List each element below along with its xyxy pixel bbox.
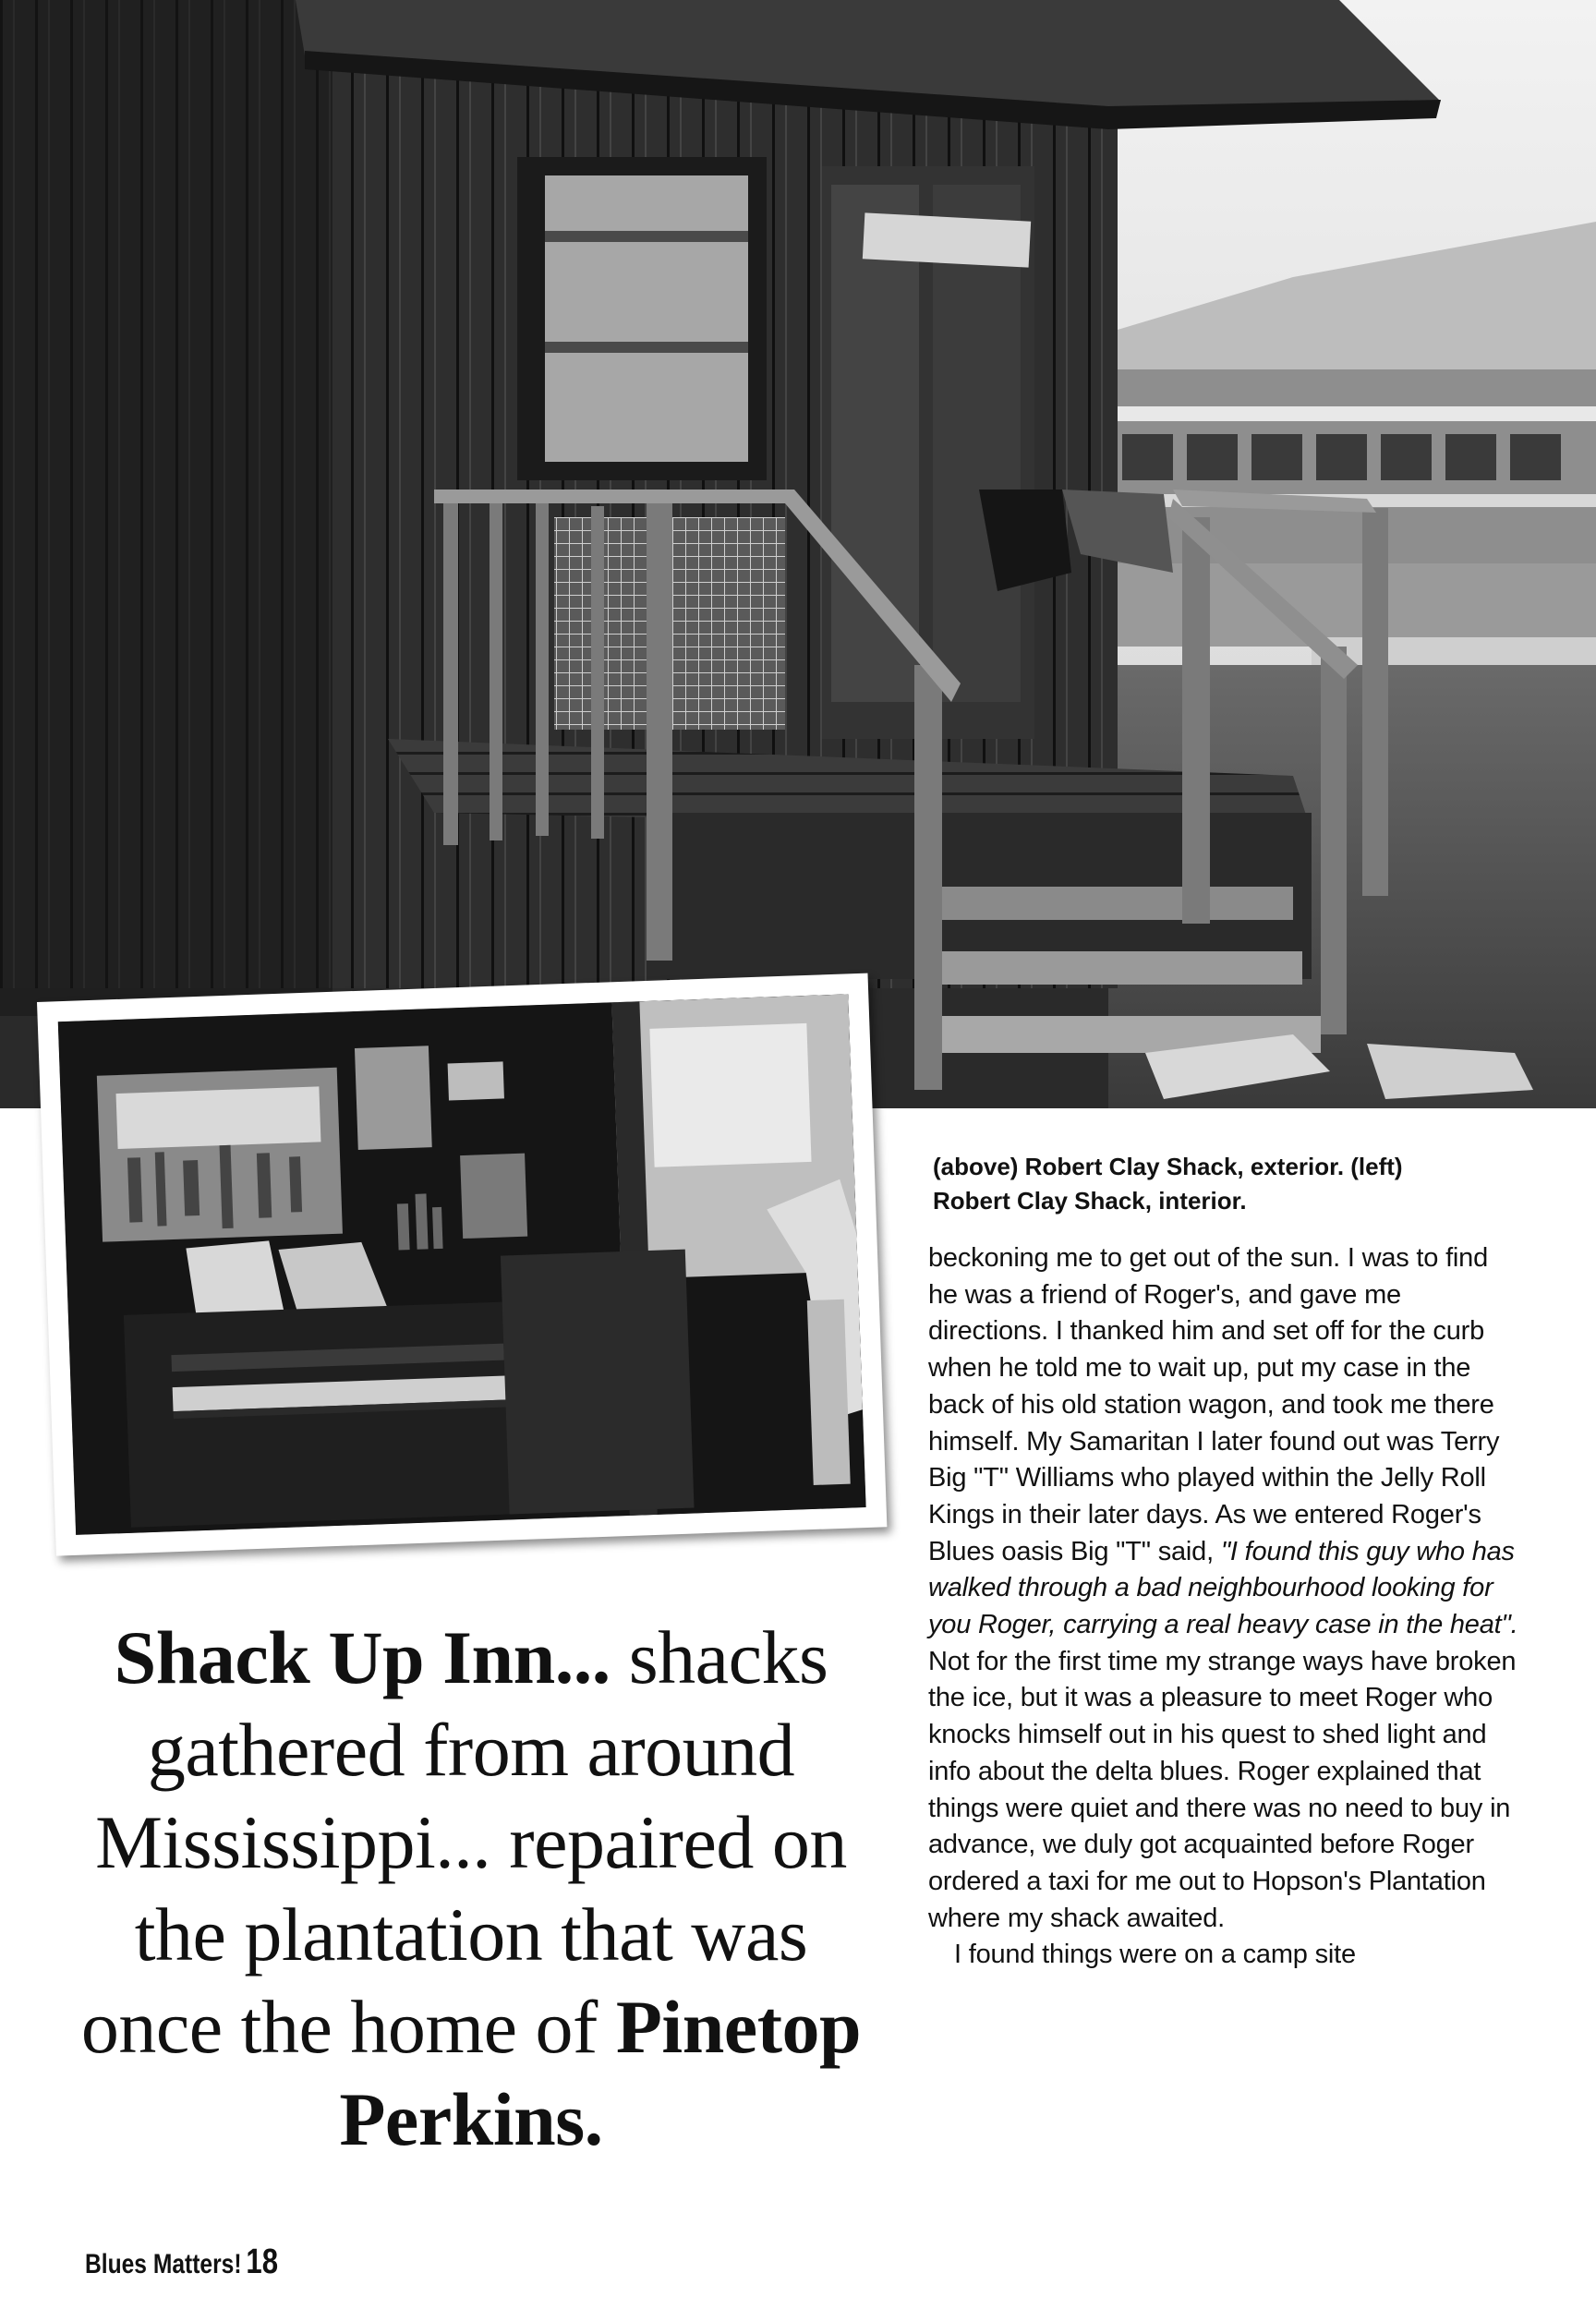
caption-line-1: (above) Robert Clay Shack, exterior. (left): [933, 1153, 1403, 1180]
body-paragraph-2: I found things were on a camp site: [954, 1940, 1356, 1970]
photo-caption: [933, 1150, 1524, 1218]
caption-line-2: Robert Clay Shack, interior.: [933, 1187, 1247, 1215]
body-quote: "I found this guy who has walked through a bad neighbourhood looking for you Roger, carrying a real heavy case in the heat".: [928, 1536, 1518, 1640]
body-paragraph-1: [928, 1240, 1519, 1937]
exterior-photo: [0, 0, 1596, 1108]
pull-quote-emphasis: Pinetop Perkins.: [339, 1985, 862, 2161]
pull-quote-text: shacks gathered from around Mississippi... repaired on the plantation that was once the home of: [80, 1615, 847, 2069]
body-text-segment: beckoning me to get out of the sun. I was to find he was a friend of Roger's, and gave me directions. I thanked him and set off for the curb when he told me to wait up, put my case in the back of his old station wagon, and took me there himself. My Samaritan I later found out was Terry Big "T" Williams who played within the Jelly Roll Kings in their later days. As we entered Roger's Blues oasis Big "T" said,: [928, 1243, 1500, 1566]
interior-photo: [58, 994, 866, 1535]
page-footer: [85, 2243, 278, 2282]
magazine-name: Blues Matters!: [85, 2249, 242, 2279]
page-number: 18: [246, 2243, 279, 2281]
shack-interior-photo-icon: [58, 994, 866, 1535]
shack-exterior-photo-icon: [0, 0, 1596, 1108]
interior-photo-frame: [37, 973, 887, 1556]
body-text-segment: Not for the first time my strange ways have broken the ice, but it was a pleasure to meet Roger who knocks himself out in his quest to shed light and info about the delta blues. Roger explained that things were quiet and there was no need to buy in advance, we duly got acquainted before Roger ordered a taxi for me out to Hopson's Plantation where my shack awaited.: [928, 1646, 1517, 1933]
pull-quote: [55, 1612, 887, 2166]
article-body: [928, 1240, 1519, 1974]
pull-quote-emphasis: Shack Up Inn...: [114, 1615, 611, 1699]
